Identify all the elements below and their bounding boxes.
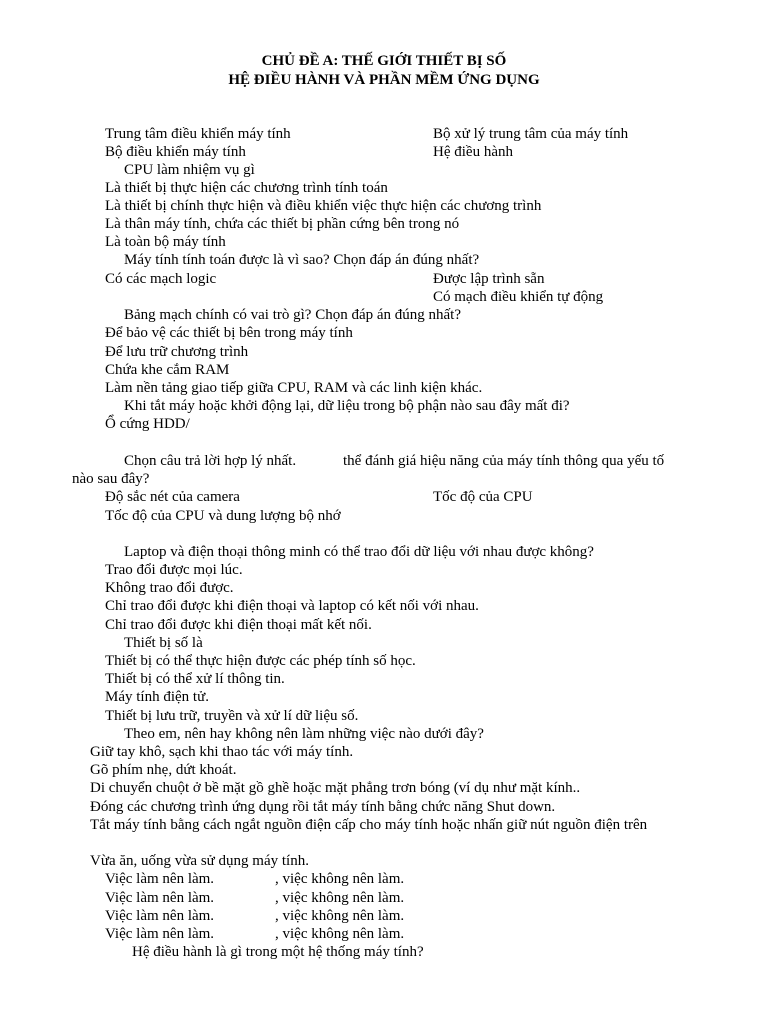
q3-question: Máy tính tính toán được là vì sao? Chọn đáp án đúng nhất?: [124, 252, 480, 268]
q4-option-d: Làm nền tảng giao tiếp giữa CPU, RAM và các linh kiện khác.: [105, 380, 483, 396]
q2-option-a: Là thiết bị thực hiện các chương trình tính toán: [105, 180, 388, 196]
q7-option-a: Trao đổi được mọi lúc.: [105, 562, 243, 578]
q8-option-d: Thiết bị lưu trữ, truyền và xử lí dữ liệu số.: [105, 708, 359, 724]
q1-option-b: Bộ xử lý trung tâm của máy tính: [433, 126, 629, 142]
q9-item-3: Di chuyển chuột ở bề mặt gồ ghề hoặc mặt phẳng trơn bóng (ví dụ như mặt kính..: [90, 780, 581, 796]
q9-question: Theo em, nên hay không nên làm những việc nào dưới đây?: [124, 726, 484, 742]
q1-option-d: Hệ điều hành: [433, 144, 513, 160]
q6-question-part2: thể đánh giá hiệu năng của máy tính thông qua yếu tố: [343, 453, 665, 469]
title-line-1: CHỦ ĐỀ A: THẾ GIỚI THIẾT BỊ SỐ: [261, 53, 507, 69]
q9-item-1: Giữ tay khô, sạch khi thao tác với máy tính.: [90, 744, 354, 760]
q9-answer-right-2: , việc không nên làm.: [275, 890, 405, 906]
q4-option-c: Chứa khe cắm RAM: [105, 362, 230, 378]
q5-question: Khi tắt máy hoặc khởi động lại, dữ liệu trong bộ phận nào sau đây mất đi?: [124, 398, 570, 414]
q9-answer-right-3: , việc không nên làm.: [275, 908, 405, 924]
q9-item-5: Tắt máy tính bằng cách ngắt nguồn điện cấp cho máy tính hoặc nhấn giữ nút nguồn điện trên: [90, 817, 648, 833]
q4-option-a: Để bảo vệ các thiết bị bên trong máy tính: [105, 325, 353, 341]
q9-answer-left-1: Việc làm nên làm.: [105, 871, 215, 887]
q8-question: Thiết bị số là: [124, 635, 203, 651]
q4-option-b: Để lưu trữ chương trình: [105, 344, 249, 360]
q7-option-d: Chỉ trao đổi được khi điện thoại mất kết nối.: [105, 617, 372, 633]
q1-option-a: Trung tâm điều khiển máy tính: [105, 126, 291, 142]
q9-item-2: Gõ phím nhẹ, dứt khoát.: [90, 762, 237, 778]
q7-option-c: Chỉ trao đổi được khi điện thoại và laptop có kết nối với nhau.: [105, 598, 479, 614]
q9-item-6: Vừa ăn, uống vừa sử dụng máy tính.: [90, 853, 309, 869]
q9-answer-left-3: Việc làm nên làm.: [105, 908, 215, 924]
q6-question-part1: Chọn câu trả lời hợp lý nhất.: [124, 453, 297, 469]
q8-option-a: Thiết bị có thể thực hiện được các phép tính số học.: [105, 653, 416, 669]
q6-option-b: Tốc độ của CPU: [433, 489, 533, 505]
q6-question-cont: nào sau đây?: [72, 471, 150, 487]
q9-answer-right-1: , việc không nên làm.: [275, 871, 405, 887]
q5-option-a: Ổ cứng HDD/: [105, 416, 190, 432]
q10-question: Hệ điều hành là gì trong một hệ thống máy tính?: [132, 944, 424, 960]
q9-answer-left-2: Việc làm nên làm.: [105, 890, 215, 906]
q8-option-c: Máy tính điện tử.: [105, 689, 209, 705]
q6-option-c: Tốc độ của CPU và dung lượng bộ nhớ: [105, 508, 341, 524]
q9-item-4: Đóng các chương trình ứng dụng rồi tắt máy tính bằng chức năng Shut down.: [90, 799, 556, 815]
q2-option-b: Là thiết bị chính thực hiện và điều khiển việc thực hiện các chương trình: [105, 198, 542, 214]
q3-option-c: Có mạch điều khiển tự động: [433, 289, 604, 305]
q2-question: CPU làm nhiệm vụ gì: [124, 162, 255, 178]
q6-option-a: Độ sắc nét của camera: [105, 489, 240, 505]
q9-answer-left-4: Việc làm nên làm.: [105, 926, 215, 942]
q4-question: Bảng mạch chính có vai trò gì? Chọn đáp án đúng nhất?: [124, 307, 461, 323]
q3-option-b: Được lập trình sẵn: [433, 271, 545, 287]
title-line-2: HỆ ĐIỀU HÀNH VÀ PHẦN MỀM ỨNG DỤNG: [228, 72, 540, 88]
q8-option-b: Thiết bị có thể xử lí thông tin.: [105, 671, 285, 687]
q3-option-a: Có các mạch logic: [105, 271, 217, 287]
q9-answer-right-4: , việc không nên làm.: [275, 926, 405, 942]
q7-option-b: Không trao đổi được.: [105, 580, 234, 596]
q2-option-d: Là toàn bộ máy tính: [105, 234, 226, 250]
q2-option-c: Là thân máy tính, chứa các thiết bị phần cứng bên trong nó: [105, 216, 460, 232]
q1-option-c: Bộ điều khiển máy tính: [105, 144, 246, 160]
q7-question: Laptop và điện thoại thông minh có thể trao đổi dữ liệu với nhau được không?: [124, 544, 594, 560]
